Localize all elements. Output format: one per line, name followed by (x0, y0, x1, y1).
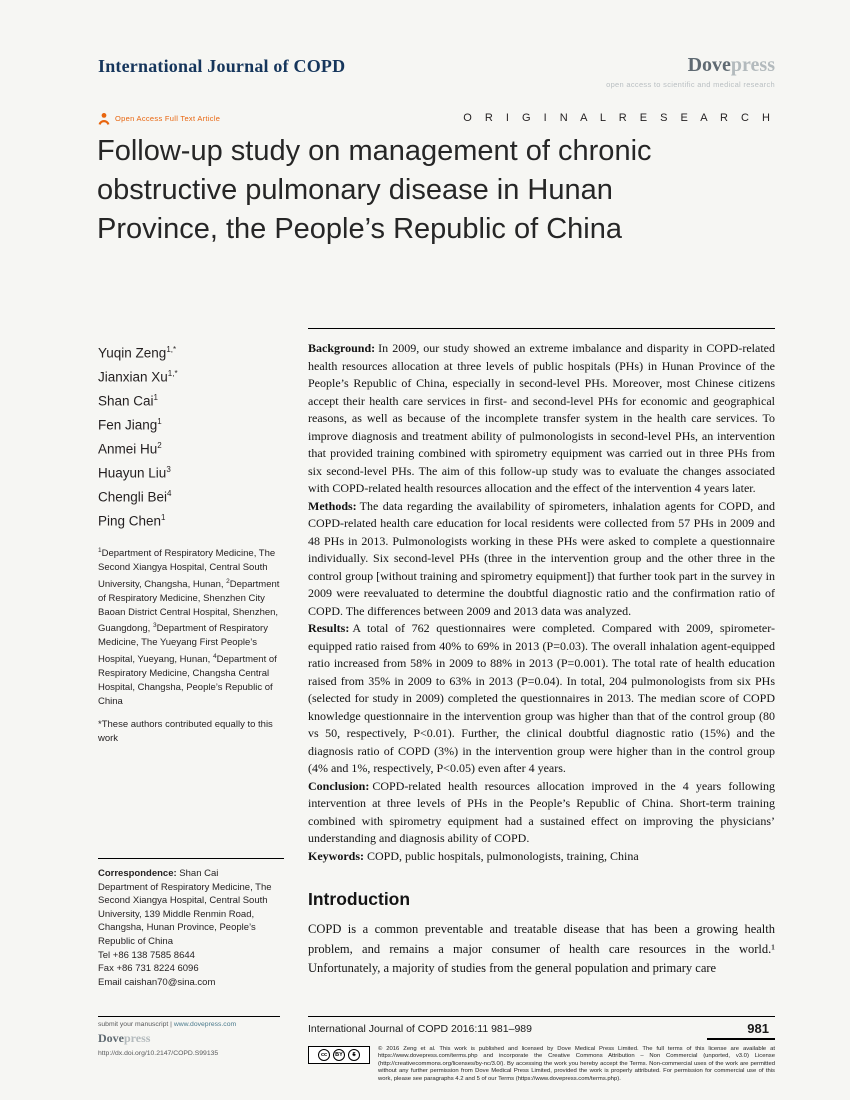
introduction-paragraph: COPD is a common preventable and treatable disease that has been a growing health problem, and remains a major consumer of health care resources in the world.¹ Unfortunately, a majority of studies from the general population and primary care (308, 922, 775, 975)
author-superscript: 4 (167, 489, 172, 498)
affiliation-segment: Department of Respiratory Medicine, The Yueyang First People’s Hospital, Yueyang, Hunan, (98, 623, 268, 666)
author-superscript: 3 (166, 465, 171, 474)
authors-list (98, 340, 284, 532)
author-row (98, 364, 284, 388)
conclusion-text: COPD-related health resources allocation improved in the 4 years following intervention at three levels of PHs in the People’s Republic of China. Short-term training combined with spirometry equipment had a sustained effect on improving the physicians’ understanding and diagnosis ability of COPD. (308, 778, 775, 845)
submit-label: submit your manuscript (98, 1021, 169, 1028)
open-access-icon (98, 112, 110, 125)
abstract-results (308, 620, 775, 778)
footer-logo-dove: Dove (98, 1031, 124, 1045)
correspondence-tel: Tel +86 138 7585 8644 (98, 949, 195, 961)
results-text: A total of 762 questionnaires were completed. Compared with 2009, spirometer-equipped ratio raised from 40% to 69% in 2013 (P=0.03). The overall inhalation agent-equipped ratio increased from 58% in 2009 to 88% in 2013 (P=0.001). The total rate of health education raised from 35% in 2009 to 63% in 2013 (P=0.04). In total, 204 pulmonologists from six PHs (selected for study in 2009) completed the questionnaires in 2013. The median score of COPD knowledge questionnaire in the intervention group was higher than that of the control group (80 vs 50, respectively, P<0.01). Further, the clinical doubtful diagnostic ratio (15%) and the diagnosis ratio of COPD (3%) in the intervention group were higher than in the control group (4% and 1%, respectively, P<0.05) even after 4 years. (308, 621, 775, 775)
correspondence-email-line (98, 976, 284, 990)
background-label: Background: (308, 341, 376, 355)
equal-contribution-note: *These authors contributed equally to this work (98, 719, 273, 744)
dovepress-logo (606, 54, 775, 77)
author-superscript: 1,* (166, 345, 177, 354)
cc-icon: cc (318, 1049, 330, 1061)
keywords-label: Keywords: (308, 848, 364, 863)
article-type-label: O R I G I N A L R E S E A R C H (463, 112, 775, 124)
author-name: Chengli Bei (98, 489, 168, 505)
author-name: Anmei Hu (98, 441, 158, 457)
author-superscript: 1 (161, 513, 166, 522)
conclusion-label: Conclusion: (308, 778, 370, 793)
footer-left (98, 1016, 280, 1057)
cc-license-badge[interactable] (308, 1046, 370, 1064)
author-superscript: 2 (157, 441, 162, 450)
correspondence-name-line (98, 867, 284, 881)
footer-right (308, 1016, 775, 1083)
author-row (98, 460, 284, 484)
footer-logo-press: press (124, 1031, 151, 1045)
affiliation-superscript: 1 (98, 547, 102, 554)
correspondence-name: Shan Cai (179, 868, 219, 879)
author-name: Huayun Liu (98, 465, 167, 481)
affiliation-superscript: 3 (152, 622, 157, 630)
author-row (98, 388, 284, 412)
correspondence-label: Correspondence: (98, 868, 177, 879)
affiliation-segment: Department of Respiratory Medicine, Changsha Central Hospital, Changsha, People’s Republic of China (98, 654, 277, 707)
affiliation-segment: Department of Respiratory Medicine, Shenzhen City Baoan District Central Hospital, Shenzhen, Guangdong, (98, 578, 280, 635)
affiliations-text (98, 544, 284, 708)
publisher-logo-block (606, 54, 775, 89)
methods-label: Methods: (308, 498, 357, 513)
publisher-tagline: open access to scientific and medical research (606, 80, 775, 89)
affiliation-segment: Department of Respiratory Medicine, The Second Xiangya Hospital, Central South University, Changsha, Hunan, (98, 548, 276, 590)
footer-dovepress-logo (98, 1031, 280, 1046)
dovepress-url-link[interactable]: www.dovepress.com (173, 1021, 237, 1028)
left-column (98, 340, 284, 745)
submit-manuscript-line (98, 1021, 280, 1028)
correspondence-fax: Fax +86 731 8224 6096 (98, 963, 199, 975)
dovepress-logo-dove: Dove (687, 54, 731, 76)
author-row (98, 340, 284, 364)
dovepress-logo-press: press (730, 54, 775, 76)
doi-link[interactable]: http://dx.doi.org/10.2147/COPD.S99135 (98, 1050, 219, 1057)
cc-nc-icon: $ (348, 1049, 360, 1061)
author-row (98, 508, 284, 532)
author-row (98, 484, 284, 508)
author-row (98, 412, 284, 436)
correspondence-address: Department of Respiratory Medicine, The Second Xiangya Hospital, Central South University, 139 Middle Renmin Road, Changsha, Hunan Province, People’s Republic of China (98, 881, 272, 947)
page-number: 981 (707, 1021, 775, 1040)
abstract-conclusion (308, 778, 775, 848)
results-label: Results: (308, 621, 350, 635)
author-superscript: 1,* (167, 369, 178, 378)
open-access-label: Open Access Full Text Article (115, 114, 221, 123)
introduction-heading: Introduction (308, 889, 411, 909)
open-access-badge[interactable] (98, 112, 220, 125)
author-name: Ping Chen (98, 513, 162, 529)
abstract-divider (308, 328, 775, 329)
journal-citation: International Journal of COPD 2016:11 981–989 (308, 1023, 532, 1035)
affiliation-superscript: 2 (226, 577, 230, 585)
author-superscript: 1 (153, 393, 158, 402)
abstract-background (308, 340, 775, 498)
email-link[interactable]: caishan70@sina.com (124, 976, 216, 988)
methods-text: The data regarding the availability of spirometers, inhalation agents for COPD, and COPD-related health care education for local residents were collected from 57 PHs in 2009 and 48 PHs in 2013. Pulmonologists working in these PHs were asked to complete a questionnaire individually. Six second-level PHs (three in the intervention group and the other three in the control group [without training and spirometry equipment]) that further took part in the survey in 2009 were reevaluated to determine the doubtful diagnostic ratio and the confirmation ratio of COPD. The differences between 2009 and 2013 data was analyzed. (308, 498, 775, 618)
affiliation-superscript: 4 (212, 653, 217, 661)
correspondence-block (98, 858, 284, 989)
author-row (98, 436, 284, 460)
email-label: Email (98, 976, 125, 988)
author-name: Fen Jiang (98, 417, 158, 433)
abstract-methods (308, 498, 775, 621)
journal-title: International Journal of COPD (98, 56, 346, 76)
license-text: © 2016 Zeng et al. This work is published and licensed by Dove Medical Press Limited. The full terms of this license are available at https://www.dovepress.com/terms.php and incorporate the Creative Commons Attribution – Non Commercial (unported, v3.0) License (http://creativecommons.org/licenses/by-nc/3.0/). By accessing the work you hereby accept the Terms. Non-commercial uses of the work are permitted without any further permission from Dove Medical Press Limited, provided the work is properly attributed. For permission for commercial use of this work, please see paragraphs 4.2 and 5 of our Terms (https://www.dovepress.com/terms.php). (378, 1046, 775, 1082)
author-superscript: 1 (157, 417, 162, 426)
author-name: Jianxian Xu (98, 369, 168, 385)
separator: | (168, 1021, 174, 1028)
license-row (308, 1046, 775, 1083)
author-name: Shan Cai (98, 393, 154, 409)
keywords-line (308, 848, 775, 866)
author-name: Yuqin Zeng (98, 345, 167, 361)
cc-by-icon: BY (333, 1049, 345, 1061)
citation-row (308, 1021, 775, 1040)
article-title: Follow-up study on management of chronic obstructive pulmonary disease in Hunan Province, the People’s Republic of China (97, 135, 652, 245)
background-text: In 2009, our study showed an extreme imbalance and disparity in COPD-related health resources allocation at three levels of public hospitals (PHs) in Hunan Province of the People’s Republic of China, especially in second-level PHs. Moreover, most Chinese citizens accept their health care services in first- and second-level PHs for economic and geographical reasons, as well as because of the incomplete transfer system in the health care services. To improve diagnosis and treatment ability of pulmonologists in second-level PHs, an intervention that provided training combined with spirometry equipment was carried out in three PHs from six second-level PHs. The aim of this follow-up study was to evaluate the changes associated with COPD-related health resources allocation and the effect of the intervention 4 years later. (308, 341, 775, 495)
keywords-text: COPD, public hospitals, pulmonologists, training, China (367, 848, 639, 863)
right-column (308, 328, 775, 979)
